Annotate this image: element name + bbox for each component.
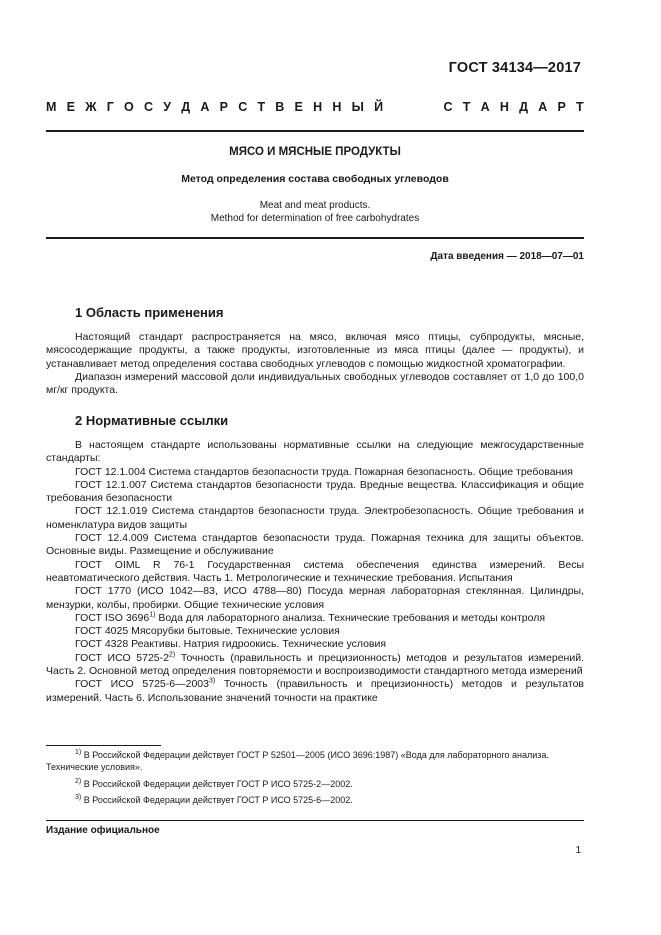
footnote-mark: 3) <box>208 677 216 685</box>
section-scope-body <box>46 331 584 397</box>
footnote <box>46 749 584 773</box>
reference-item: ГОСТ 4025 Мясорубки бытовые. Технические условия <box>75 625 340 638</box>
reference-title: Вода для лабораторного анализа. Технические требования и методы контроля <box>155 611 546 624</box>
footnote-text: В Российской Федерации действует ГОСТ Р ИСО 5725-6—2002. <box>81 795 353 805</box>
document-code: ГОСТ 34134—2017 <box>448 60 581 76</box>
reference-item: ГОСТ OIML R 76-1 Государственная система обеспечения единства измерений. Весы неавтоматического действия. Часть 1. Метрологические и технические требования. Испытания <box>46 558 584 584</box>
reference-item: ГОСТ 12.1.019 Система стандартов безопасности труда. Электробезопасность. Общие требования и номенклатура видов защиты <box>46 505 584 531</box>
reference-item: ГОСТ 12.4.009 Система стандартов безопасности труда. Пожарная техника для защиты объектов. Основные виды. Размещение и обслуживание <box>46 532 584 558</box>
reference-item: ГОСТ 12.1.007 Система стандартов безопасности труда. Вредные вещества. Классификация и общие требования безопасности <box>46 478 584 505</box>
footnote-mark: 2) <box>168 651 176 659</box>
section-heading-references: 2 Нормативные ссылки <box>75 413 229 428</box>
title-divider <box>46 237 584 239</box>
english-title-line1: Meat and meat products. <box>259 200 371 211</box>
paragraph: В настоящем стандарте использованы нормативные ссылки на следующие межгосударственные стандарты: <box>46 439 584 465</box>
page-number: 1 <box>575 845 581 856</box>
footnote-mark: 3) <box>75 794 82 801</box>
section-heading-scope: 1 Область применения <box>75 305 224 320</box>
footnote <box>46 778 584 790</box>
reference-item: ГОСТ 4328 Реактивы. Натрия гидроокись. Технические условия <box>75 638 387 651</box>
reference-title: Точность (правильность и прецизионность) методов и результатов измерений. Часть 2. Основной метод определения повторяемости и воспроизводимости стандартного метода измерений <box>46 651 584 678</box>
official-edition-label: Издание официальное <box>46 825 160 836</box>
english-title <box>46 199 584 225</box>
footnote <box>46 794 584 806</box>
reference-code: ГОСТ ИСО 5725-2 <box>75 651 169 664</box>
reference-code: ГОСТ ИСО 5725-6—2003 <box>75 678 209 691</box>
footnote-mark: 2) <box>75 778 82 785</box>
footer-divider <box>46 820 584 821</box>
header-divider <box>46 130 584 132</box>
document-subtitle: Метод определения состава свободных углеводов <box>181 173 449 185</box>
reference-item <box>46 652 584 679</box>
reference-item <box>46 612 584 625</box>
footnote-divider <box>46 745 161 746</box>
reference-code: ГОСТ ISO 3696 <box>75 611 150 624</box>
section-references-body <box>46 439 584 705</box>
reference-item: ГОСТ 12.1.004 Система стандартов безопасности труда. Пожарная безопасность. Общие требования <box>75 465 573 478</box>
english-title-line2: Method for determination of free carbohydrates <box>210 213 420 224</box>
interstate-standard-banner: М Е Ж Г О С У Д А Р С Т В Е Н Н Ы Й С Т А Н Д А Р Т <box>46 100 584 114</box>
footnote-mark: 1) <box>75 749 82 756</box>
introduction-date: Дата введения — 2018—07—01 <box>430 251 584 262</box>
paragraph: Диапазон измерений массовой доли индивидуальных свободных углеводов составляет от 1,0 до 100,0 мг/кг продукта. <box>46 370 584 397</box>
reference-item <box>46 678 584 705</box>
reference-item: ГОСТ 1770 (ИСО 1042—83, ИСО 4788—80) Посуда мерная лабораторная стеклянная. Цилиндры, мензурки, колбы, пробирки. Общие технические условия <box>46 585 584 611</box>
footnote-mark: 1) <box>149 611 156 619</box>
reference-title: Точность (правильность и прецизионность) методов и результатов измерений. Часть 6. Использование значений точности на практике <box>46 678 584 704</box>
paragraph: Настоящий стандарт распространяется на мясо, включая мясо птицы, субпродукты, мясные, мясосодержащие продукты, а также продукты, изготовленные из мяса птицы (далее — продукты), и устанавливает метод определения состава свободных углеводов с помощью жидкостной хроматографии. <box>46 331 584 370</box>
footnote-text: В Российской Федерации действует ГОСТ Р 52501—2005 (ИСО 3696:1987) «Вода для лабораторного анализа. Технические условия». <box>46 750 549 772</box>
footnote-text: В Российской Федерации действует ГОСТ Р ИСО 5725-2—2002. <box>81 779 353 789</box>
document-title: МЯСО И МЯСНЫЕ ПРОДУКТЫ <box>229 146 401 158</box>
